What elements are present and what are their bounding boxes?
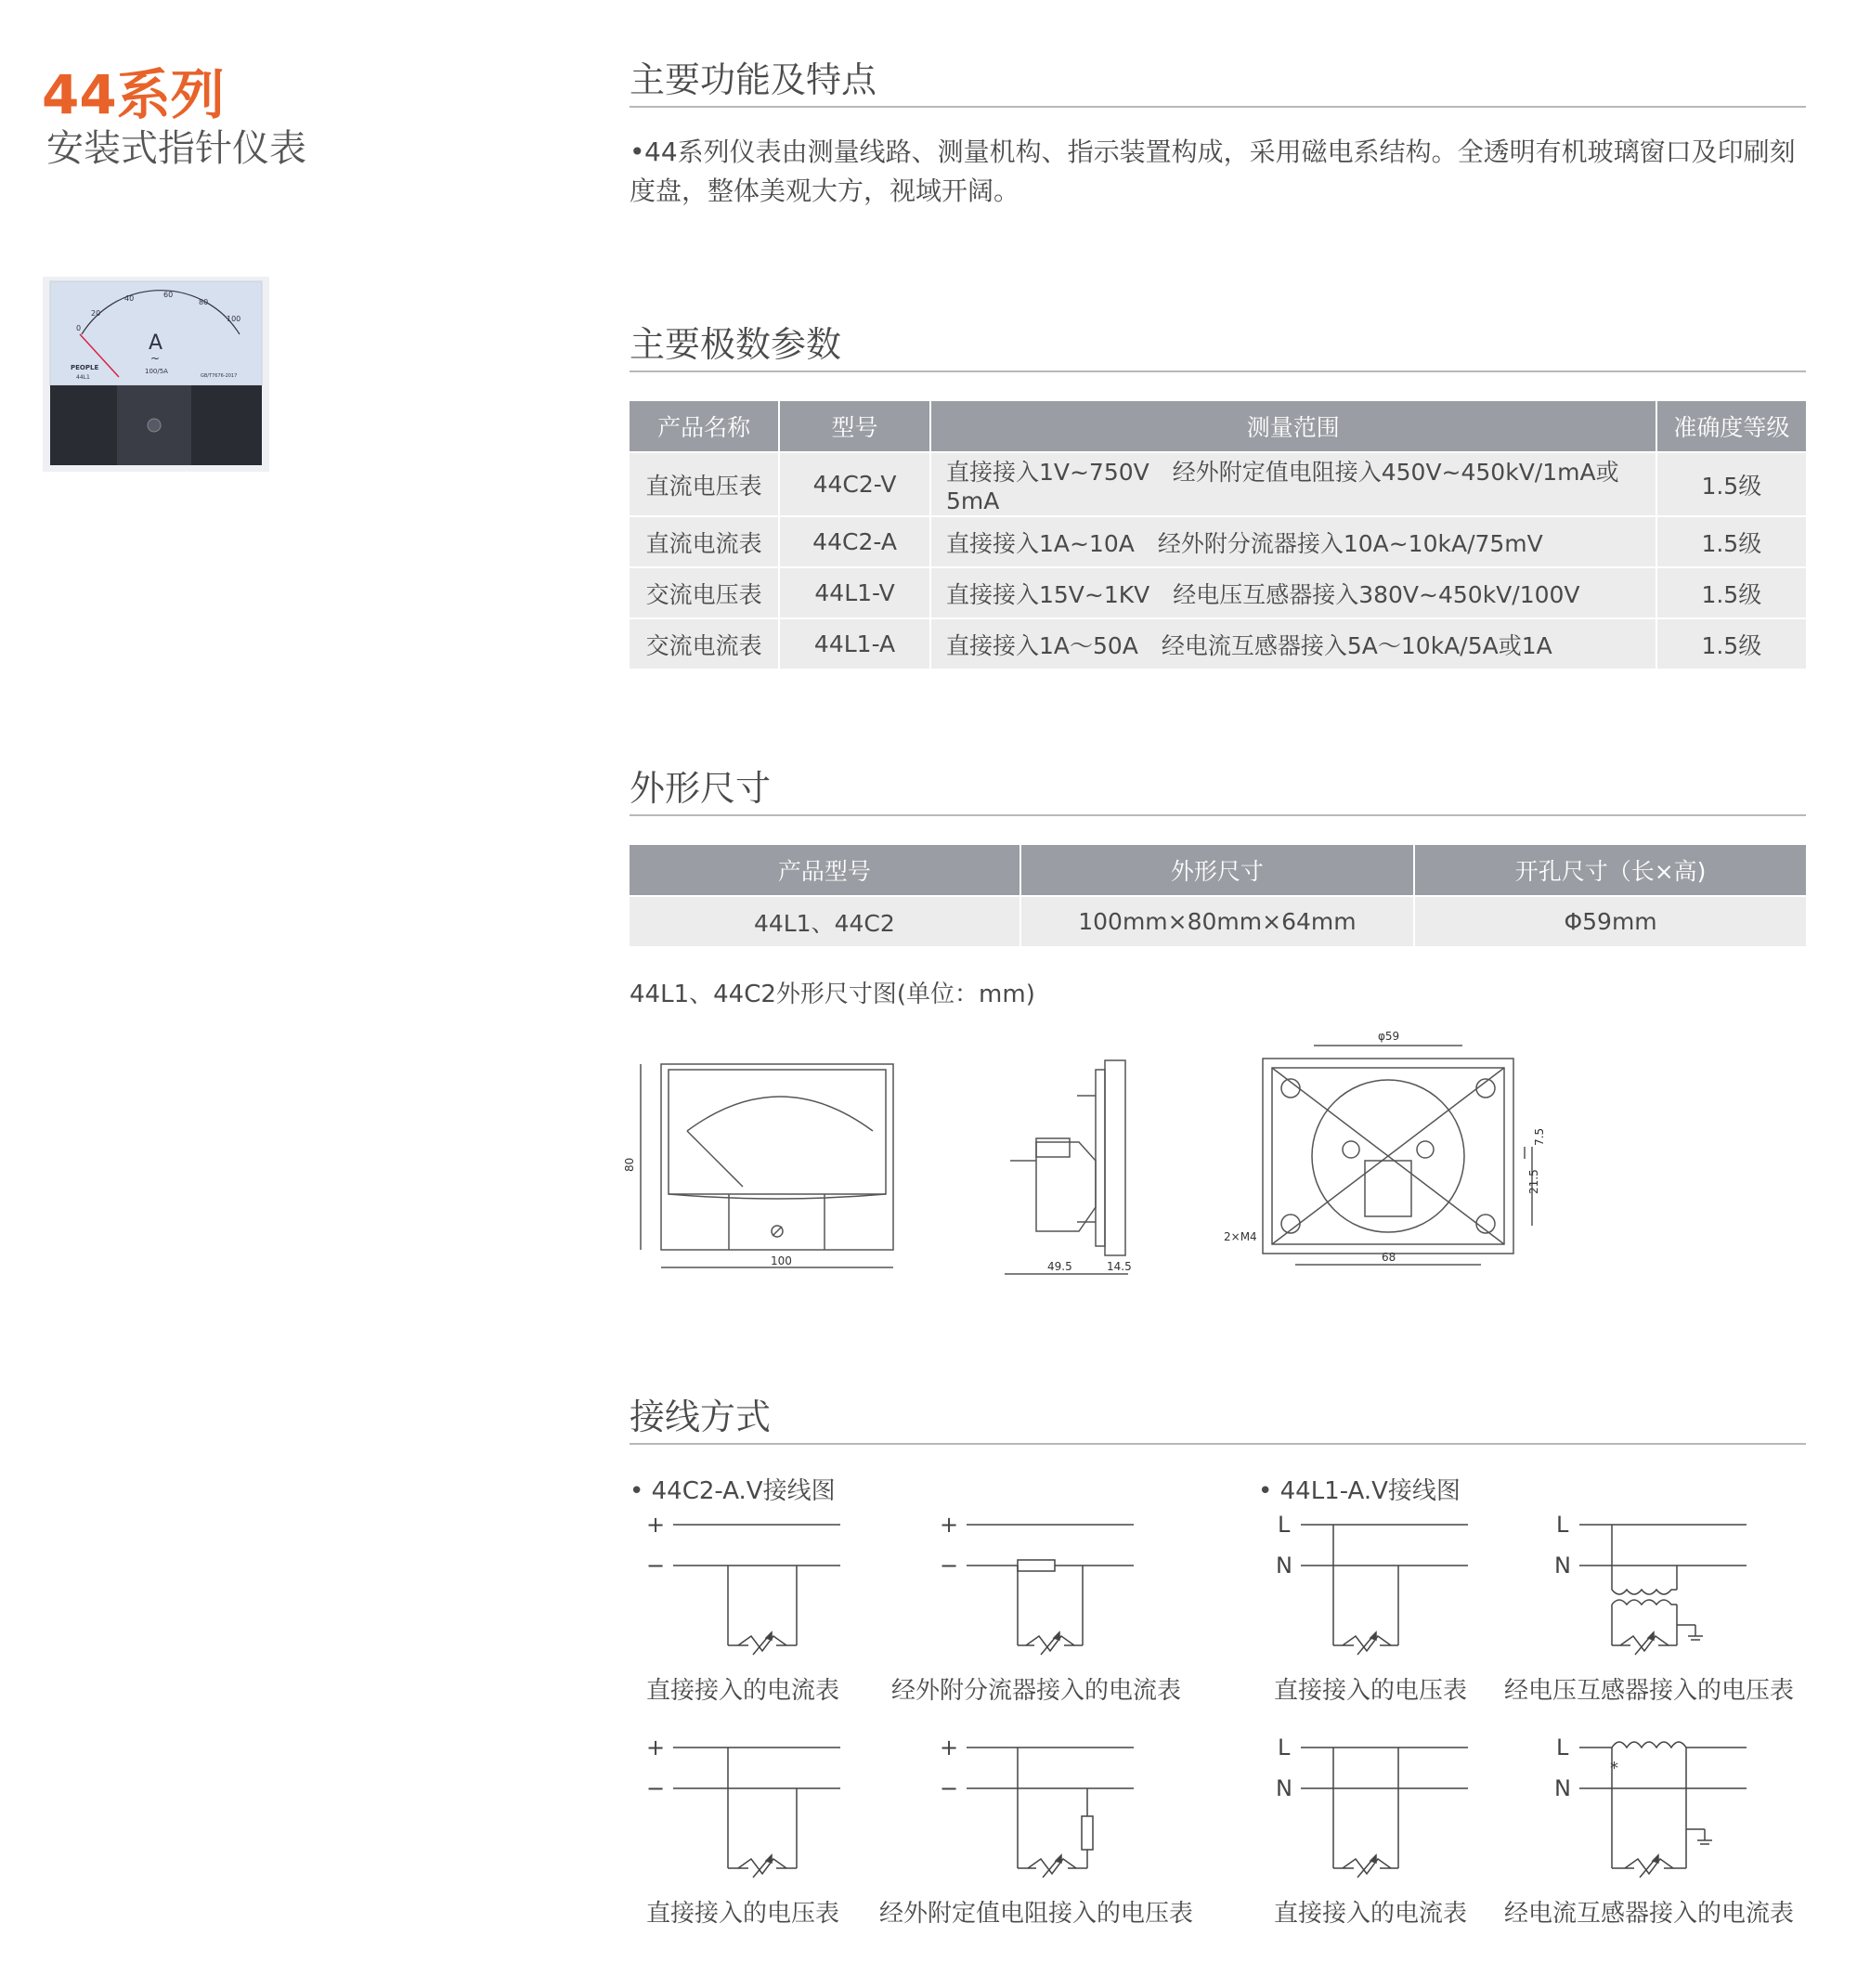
back-view [1263, 1046, 1532, 1265]
wiring-rule [630, 1443, 1806, 1445]
dim-side-panel: 14.5 [1107, 1260, 1132, 1273]
diagram-caption: 直接接入的电流表 [645, 1677, 839, 1705]
wiring-title: 接线方式 [630, 1397, 772, 1437]
plus-label: + [646, 1735, 666, 1761]
table-cell: 44L1、44C2 [630, 896, 1020, 946]
table-row [630, 516, 1806, 567]
scale-label-40: 40 [124, 294, 135, 303]
diagram-ac-pt-voltmeter [1579, 1525, 1747, 1655]
meter-standard: GB/T7676-2017 [201, 373, 238, 379]
diagram-caption: 直接接入的电压表 [1273, 1677, 1467, 1705]
plus-label: + [646, 1512, 666, 1538]
diagram-caption: 直接接入的电压表 [645, 1900, 839, 1928]
features-rule [630, 106, 1806, 108]
table-cell: 直接接入15V~1KV 经电压互感器接入380V~450kV/100V [930, 567, 1656, 618]
dim-front-height: 80 [623, 1157, 636, 1172]
neutral-label: N [1276, 1775, 1292, 1801]
params-header: 测量范围 [930, 401, 1656, 452]
scale-label-60: 60 [163, 291, 174, 299]
diagram-dc-resistor-voltmeter [967, 1748, 1134, 1878]
dim-back-h1: 7.5 [1533, 1127, 1546, 1146]
line-label: L [1278, 1735, 1291, 1761]
params-header: 产品名称 [630, 401, 779, 452]
dimensions-rule [630, 814, 1806, 816]
table-row [630, 452, 1806, 516]
diagram-dc-shunt-ammeter [967, 1525, 1134, 1655]
table-cell: 44C2-A [779, 516, 930, 567]
table-row [630, 567, 1806, 618]
dc-wiring-title-text: 44C2-A.V接线图 [651, 1477, 836, 1505]
table-cell: 直流电流表 [630, 516, 779, 567]
plus-label: + [940, 1735, 959, 1761]
table-cell: 1.5级 [1656, 516, 1806, 567]
ac-wiring-title: • 44L1-A.V接线图 [1258, 1477, 1461, 1505]
diagram-caption: 经外附分流器接入的电流表 [890, 1677, 1181, 1705]
meter-rating: 100/5A [145, 368, 168, 375]
table-cell: 44C2-V [779, 452, 930, 516]
series-subtitle: 安装式指针仪表 [46, 127, 306, 170]
dc-wiring-title: • 44C2-A.V接线图 [630, 1477, 836, 1505]
scale-label-100: 100 [227, 315, 241, 323]
front-view [641, 1064, 893, 1267]
table-cell: 1.5级 [1656, 452, 1806, 516]
plus-label: + [940, 1512, 959, 1538]
series-title: 44系列 [42, 63, 225, 126]
minus-label: − [646, 1775, 666, 1801]
diagram-caption: 经电流互感器接入的电流表 [1503, 1900, 1794, 1928]
minus-label: − [940, 1553, 959, 1579]
dimensions-table [630, 845, 1806, 946]
diagram-ac-direct-ammeter [1301, 1748, 1468, 1878]
zero-adjust-screw [148, 419, 161, 432]
diagram-caption: 直接接入的电流表 [1273, 1900, 1467, 1928]
dimensions-title: 外形尺寸 [630, 768, 772, 809]
dim-back-width: 68 [1382, 1251, 1396, 1264]
params-header: 准确度等级 [1656, 401, 1806, 452]
meter-ac-symbol: ~ [150, 352, 161, 365]
polarity-star: * [1610, 1759, 1618, 1778]
features-text: •44系列仪表由测量线路、测量机构、指示装置构成，采用磁电系结构。全透明有机玻璃窗口及印刷刻度盘，整体美观大方，视域开阔。 [630, 136, 1796, 206]
table-cell: 直流电压表 [630, 452, 779, 516]
params-table [630, 401, 1806, 669]
table-cell: 44L1-V [779, 567, 930, 618]
scale-label-20: 20 [91, 309, 101, 318]
meter-photo [43, 277, 269, 472]
dim-back-h2: 21.5 [1527, 1169, 1540, 1194]
table-cell: 100mm×80mm×64mm [1020, 896, 1414, 946]
dimensions-header: 外形尺寸 [1020, 845, 1414, 896]
side-view [1005, 1060, 1128, 1274]
neutral-label: N [1554, 1553, 1571, 1579]
scale-label-80: 80 [199, 298, 209, 306]
scale-label-0: 0 [76, 324, 82, 332]
diagram-dc-direct-ammeter [673, 1525, 840, 1655]
meter-model: 44L1 [76, 374, 90, 381]
table-cell: 44L1-A [779, 618, 930, 669]
diagram-ac-ct-ammeter [1579, 1742, 1747, 1878]
diagram-caption: 经电压互感器接入的电压表 [1503, 1677, 1794, 1705]
diagram-ac-direct-voltmeter [1301, 1525, 1468, 1655]
table-cell: 直接接入1V~750V 经外附定值电阻接入450V~450kV/1mA或5mA [930, 452, 1656, 516]
table-cell: 交流电流表 [630, 618, 779, 669]
features-title: 主要功能及特点 [630, 59, 877, 100]
wiring-diagrams [631, 1504, 1829, 1913]
line-label: L [1278, 1512, 1291, 1538]
meter-brand: PEOPLE [71, 364, 99, 371]
table-cell: Φ59mm [1414, 896, 1806, 946]
drawing-caption: 44L1、44C2外形尺寸图(单位：mm) [630, 981, 1035, 1008]
dim-side-depth: 49.5 [1047, 1260, 1072, 1273]
dim-front-width: 100 [771, 1254, 792, 1267]
diagram-dc-direct-voltmeter [673, 1748, 840, 1878]
diagram-caption: 经外附定值电阻接入的电压表 [878, 1900, 1193, 1928]
params-header: 型号 [779, 401, 930, 452]
params-rule [630, 370, 1806, 372]
neutral-label: N [1554, 1775, 1571, 1801]
params-header-row [630, 401, 1806, 452]
dimensions-header: 开孔尺寸（长×高) [1414, 845, 1806, 896]
minus-label: − [940, 1775, 959, 1801]
dimension-drawings [622, 1021, 1829, 1300]
params-title: 主要极数参数 [630, 324, 842, 365]
line-label: L [1556, 1735, 1569, 1761]
meter-unit: A [149, 331, 163, 355]
dimensions-header: 产品型号 [630, 845, 1020, 896]
features-body: 44系列仪表由测量线路、测量机构、指示装置构成，采用磁电系结构。全透明有机玻璃窗口及印刷刻度盘，整体美观大方，视域开阔。 [630, 136, 1796, 206]
dim-back-hole: φ59 [1378, 1030, 1400, 1043]
dim-screws: 2×M4 [1224, 1230, 1257, 1243]
line-label: L [1556, 1512, 1569, 1538]
minus-label: − [646, 1553, 666, 1579]
table-cell: 1.5级 [1656, 618, 1806, 669]
table-cell: 直接接入1A～50A 经电流互感器接入5A～10kA/5A或1A [930, 618, 1656, 669]
table-cell: 直接接入1A~10A 经外附分流器接入10A~10kA/75mV [930, 516, 1656, 567]
table-cell: 交流电压表 [630, 567, 779, 618]
table-row [630, 896, 1806, 946]
table-row [630, 618, 1806, 669]
neutral-label: N [1276, 1553, 1292, 1579]
table-cell: 1.5级 [1656, 567, 1806, 618]
ac-wiring-title-text: 44L1-A.V接线图 [1279, 1477, 1461, 1505]
dimensions-header-row [630, 845, 1806, 896]
